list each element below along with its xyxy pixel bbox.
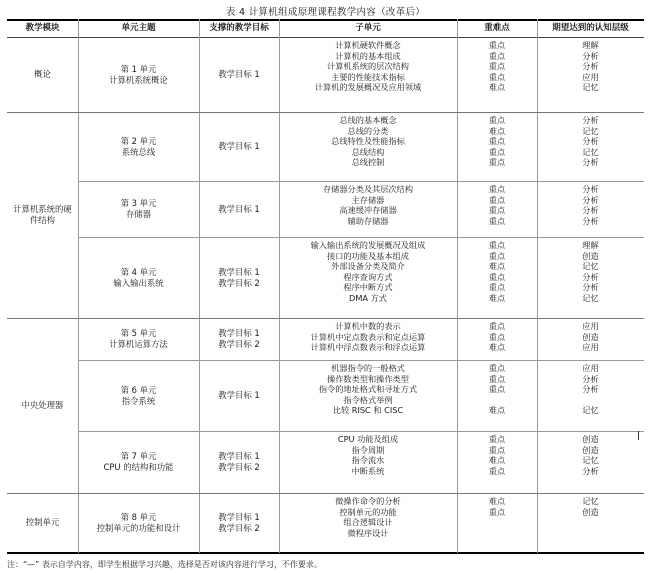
- subunit-text: 计算机中浮点数表示和浮点运算: [310, 342, 426, 353]
- unit-goals-cell: [199, 237, 279, 318]
- header-subunit: 子单元: [355, 23, 381, 33]
- difficulty-text: 重点: [488, 321, 506, 331]
- unit-title: 系统总线: [121, 146, 156, 157]
- subunit-text: 控制单元的功能: [339, 506, 397, 517]
- cognitive-level-text: 创造: [582, 444, 599, 455]
- subunit-text: 中断系统: [351, 465, 385, 476]
- difficulty-text: 重点: [488, 434, 506, 444]
- difficulty-text: 重点: [488, 506, 506, 517]
- cognitive-level-text: 记忆: [582, 293, 599, 303]
- difficulty-text: 难点: [488, 125, 506, 136]
- cognitive-level-text: 创造: [582, 331, 599, 342]
- module-name: 中央处理器: [21, 400, 64, 410]
- cognitive-level-text: 分析: [582, 205, 599, 216]
- teaching-goal: 教学目标 1: [218, 141, 260, 151]
- subunit-text: CPU 功能及组成: [337, 434, 399, 444]
- teaching-goal: 教学目标 1: [218, 266, 260, 277]
- module-name-cell: [7, 318, 78, 493]
- difficulty-text: 重点: [488, 240, 506, 250]
- cognitive-level-text: 分析: [582, 194, 599, 205]
- difficulty-text: [457, 528, 537, 539]
- difficulty-text: 难点: [488, 455, 506, 466]
- difficulty-text: 重点: [488, 157, 506, 168]
- cognitive-level-text: 记忆: [582, 125, 599, 136]
- subunit-text: 指令流水: [351, 455, 385, 466]
- subunit-text: 组合逻辑设计: [343, 517, 393, 528]
- subunit-text: 辅助存储器: [347, 215, 389, 226]
- cognitive-level-text: 创造: [582, 434, 599, 444]
- cognitive-level-text: 记忆: [582, 405, 599, 416]
- difficulty-text: 难点: [488, 293, 506, 303]
- cognitive-level-text: 理解: [582, 40, 599, 50]
- teaching-goal: 教学目标 1: [218, 390, 260, 400]
- difficulty-text: 重点: [488, 363, 506, 373]
- subunit-text: 高速缓冲存储器: [339, 205, 397, 216]
- subunit-text: 计算机系统的层次结构: [327, 61, 409, 72]
- subunit-text: 总线的分类: [347, 125, 389, 136]
- unit-title: 指令系统: [121, 395, 156, 406]
- difficulty-text: 难点: [488, 342, 506, 353]
- subunit-text: 机器指令的一般格式: [331, 363, 405, 373]
- subunit-text: 操作数类型和操作类型: [327, 373, 409, 384]
- unit-theme-cell: [78, 181, 199, 237]
- subunit-text: 外部设备分类及简介: [331, 261, 405, 272]
- cognitive-level-text: [537, 517, 644, 528]
- unit-number: 第 6 单元: [120, 384, 157, 395]
- unit-title: 输入输出系统: [113, 277, 164, 288]
- subunit-text: 计算机的发展概况及应用领域: [314, 82, 422, 93]
- difficulty-text: 难点: [488, 82, 506, 93]
- teaching-goal: 教学目标 1: [218, 451, 260, 461]
- unit-number: 第 5 单元: [120, 328, 157, 338]
- subunit-text: 计算机的基本组成: [335, 50, 401, 61]
- cognitive-level-text: 分析: [582, 215, 599, 226]
- difficulty-text: 难点: [488, 261, 506, 272]
- unit-theme-cell: [78, 37, 199, 112]
- unit-goals-cell: [199, 318, 279, 360]
- subunit-text: 指令格式举例: [343, 394, 393, 405]
- module-name-cell: [7, 112, 78, 318]
- subunit-text: 总线控制: [351, 157, 385, 168]
- unit-title: 存储器: [125, 209, 152, 219]
- subunit-text: 程序查询方式: [343, 271, 393, 282]
- unit-theme-cell: [78, 112, 199, 181]
- header-goals: 支撑的教学目标: [209, 23, 269, 33]
- unit-theme-cell: [78, 360, 199, 431]
- difficulty-text: 重点: [488, 184, 506, 194]
- teaching-goal: 教学目标 1: [218, 511, 260, 522]
- unit-theme-cell: [78, 493, 199, 552]
- difficulty-text: 重点: [488, 61, 506, 72]
- table-bottom-rule: [7, 552, 644, 554]
- unit-title: 控制单元的功能和设计: [96, 522, 181, 533]
- unit-number: 第 2 单元: [120, 135, 157, 146]
- teaching-goal: 教学目标 2: [218, 277, 260, 288]
- module-name: 计算机系统的硬件结构: [13, 204, 72, 225]
- subunit-text: DMA 方式: [349, 293, 387, 303]
- difficulty-text: 难点: [488, 496, 506, 506]
- course-content-table: [7, 19, 644, 553]
- subunit-text: 总线的基本概念: [339, 115, 397, 125]
- cognitive-level-text: 分析: [582, 373, 599, 384]
- difficulty-text: 重点: [488, 331, 506, 342]
- difficulty-text: 重点: [488, 50, 506, 61]
- module-name: 概论: [34, 69, 51, 79]
- cognitive-level-text: 分析: [582, 50, 599, 61]
- cognitive-level-text: 记忆: [582, 455, 599, 466]
- difficulty-text: 重点: [488, 205, 506, 216]
- subunit-text: 主要的性能技术指标: [331, 71, 405, 82]
- difficulty-text: 重点: [488, 136, 506, 147]
- cognitive-level-text: 创造: [582, 250, 599, 261]
- module-name-cell: [7, 37, 78, 112]
- cognitive-level-text: 分析: [582, 61, 599, 72]
- difficulty-text: 重点: [488, 250, 506, 261]
- cognitive-level-text: 分析: [582, 184, 599, 194]
- difficulty-text: 重点: [488, 444, 506, 455]
- unit-number: 第 4 单元: [120, 266, 157, 277]
- unit-goals-cell: [199, 37, 279, 112]
- cognitive-level-text: 理解: [582, 240, 599, 250]
- difficulty-text: 重点: [488, 194, 506, 205]
- subunit-text: 指令的地址格式和寻址方式: [318, 384, 418, 395]
- cognitive-level-text: 分析: [582, 115, 599, 125]
- teaching-goal: 教学目标 1: [218, 328, 260, 338]
- unit-theme-cell: [78, 318, 199, 360]
- cognitive-level-text: 应用: [582, 71, 599, 82]
- cognitive-level-text: 记忆: [582, 146, 599, 157]
- difficulty-text: 重点: [488, 271, 506, 282]
- cognitive-level-text: 应用: [582, 342, 599, 353]
- cognitive-level-text: 记忆: [582, 261, 599, 272]
- difficulty-text: 重点: [488, 373, 506, 384]
- difficulty-text: [457, 517, 537, 528]
- teaching-goal: 教学目标 1: [218, 203, 260, 214]
- difficulty-text: 重点: [488, 384, 506, 395]
- subunit-text: 比较 RISC 和 CISC: [332, 405, 404, 416]
- cognitive-level-text: [537, 528, 644, 539]
- subunit-text: 接口的功能及基本组成: [327, 250, 409, 261]
- header-module: 教学模块: [25, 23, 60, 33]
- unit-goals-cell: [199, 431, 279, 493]
- unit-theme-cell: [78, 237, 199, 318]
- cognitive-level-text: 分析: [582, 465, 599, 476]
- unit-goals-cell: [199, 360, 279, 431]
- subunit-text: 存储器分类及其层次结构: [322, 184, 414, 194]
- difficulty-text: 难点: [488, 405, 506, 416]
- unit-title: 计算机系统概论: [109, 74, 168, 85]
- unit-number: 第 8 单元: [120, 511, 157, 522]
- cognitive-level-text: 记忆: [582, 496, 599, 506]
- cognitive-level-text: 应用: [582, 363, 599, 373]
- subunit-text: 主存储器: [351, 194, 385, 205]
- unit-theme-cell: [78, 431, 199, 493]
- header-theme: 单元主题: [121, 23, 156, 33]
- teaching-goal: 教学目标 2: [218, 339, 260, 349]
- subunit-text: 微操作命令的分析: [335, 496, 401, 506]
- subunit-text: 程序中断方式: [343, 282, 393, 293]
- cognitive-level-text: 分析: [582, 157, 599, 168]
- subunit-text: 计算机中定点数表示和定点运算: [310, 331, 426, 342]
- difficulty-text: 重点: [488, 40, 506, 50]
- subunit-text: 计算机硬软件概念: [335, 40, 401, 50]
- difficulty-text: 重点: [488, 465, 506, 476]
- subunit-text: 计算机中数的表示: [335, 321, 401, 331]
- subunit-text: 输入输出系统的发展概况及组成: [310, 240, 426, 250]
- cognitive-level-text: 应用: [582, 321, 599, 331]
- difficulty-text: 重点: [488, 115, 506, 125]
- teaching-goal: 教学目标 2: [218, 462, 260, 472]
- unit-title: CPU 的结构和功能: [103, 462, 174, 472]
- cognitive-level-text: 分析: [582, 282, 599, 293]
- difficulty-text: 重点: [488, 71, 506, 82]
- subunit-text: 微程序设计: [347, 527, 389, 538]
- teaching-goal: 教学目标 1: [218, 69, 260, 79]
- cognitive-level-text: 分析: [582, 136, 599, 147]
- difficulty-text: 重点: [488, 146, 506, 157]
- table-footnote: 注：“—” 表示自学内容，即学生根据学习兴趣，选择是否对该内容进行学习，不作要求。: [7, 560, 322, 569]
- cognitive-level-text: 创造: [582, 506, 599, 517]
- difficulty-text: 重点: [488, 215, 506, 226]
- difficulty-text: [457, 395, 537, 406]
- unit-number: 第 1 单元: [120, 63, 157, 74]
- teaching-goal: 教学目标 2: [218, 522, 260, 533]
- unit-title: 计算机运算方法: [109, 339, 168, 349]
- difficulty-text: 重点: [488, 282, 506, 293]
- module-name: 控制单元: [25, 517, 60, 527]
- unit-goals-cell: [199, 181, 279, 237]
- cognitive-level-text: [537, 395, 644, 406]
- table-title: 表 4 计算机组成原理课程教学内容（改革后）: [225, 7, 426, 18]
- header-difficulty: 重难点: [484, 23, 510, 33]
- subunit-text: 总线结构: [351, 146, 385, 157]
- cognitive-level-text: 记忆: [582, 82, 599, 93]
- subunit-text: 指令周期: [351, 444, 385, 455]
- unit-goals-cell: [199, 112, 279, 181]
- subunit-text: 总线特性及性能指标: [331, 136, 405, 147]
- cognitive-level-text: 分析: [582, 384, 599, 395]
- edge-mark: [638, 431, 639, 440]
- cognitive-level-text: 分析: [582, 271, 599, 282]
- unit-number: 第 3 单元: [120, 198, 157, 208]
- unit-number: 第 7 单元: [120, 451, 157, 461]
- module-name-cell: [7, 493, 78, 552]
- header-cognitive-level: 期望达到的认知层级: [552, 23, 629, 33]
- unit-goals-cell: [199, 493, 279, 552]
